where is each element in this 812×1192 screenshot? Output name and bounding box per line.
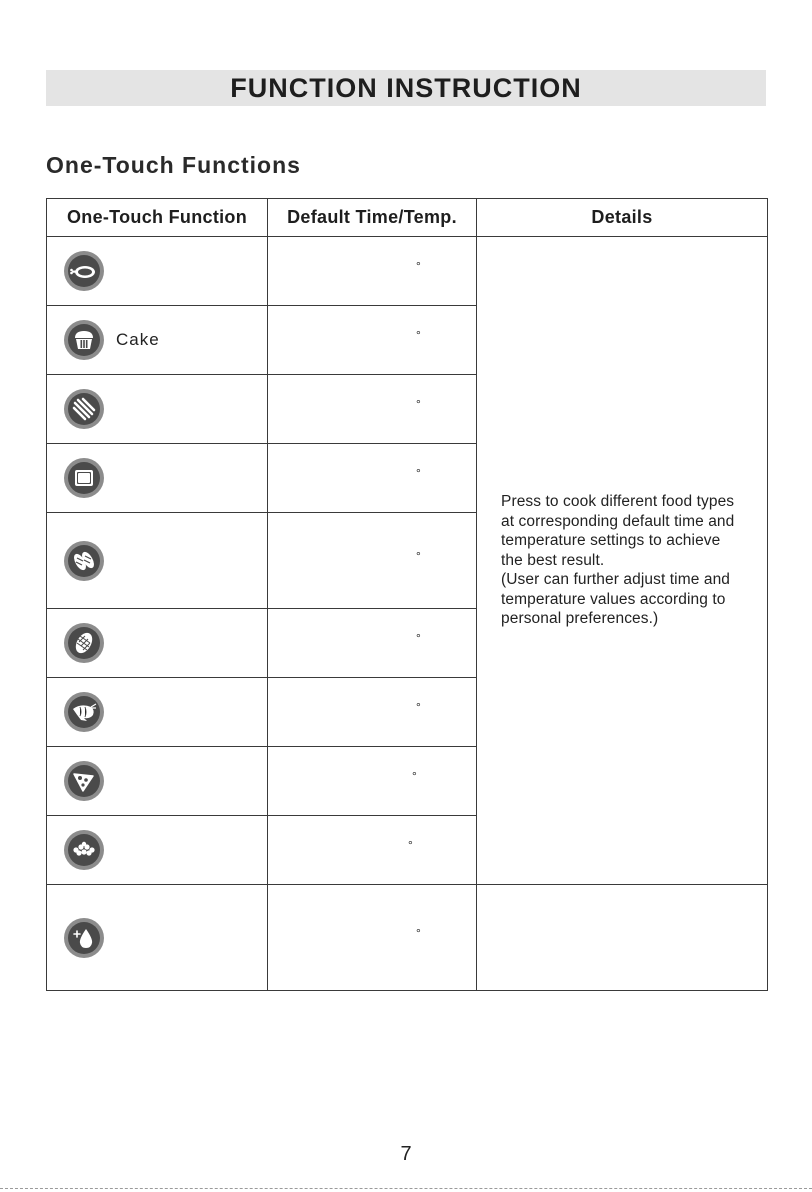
table-row: [47, 885, 768, 991]
column-header-function: One-Touch Function: [47, 199, 268, 237]
shrimp-icon: [63, 691, 105, 733]
default-time-temp-cell: [268, 885, 477, 991]
default-time-temp-cell: [268, 237, 477, 306]
details-cell-empty: [477, 885, 768, 991]
toast-icon: [63, 457, 105, 499]
details-line: temperature values according to: [501, 590, 726, 608]
degree-mark: °: [416, 397, 421, 411]
chicken-icon: [63, 250, 105, 292]
corn-icon: [63, 540, 105, 582]
default-time-temp-cell: [268, 816, 477, 885]
column-header-details: Details: [477, 199, 768, 237]
degree-mark: °: [408, 838, 413, 852]
dehydrate-icon: [63, 917, 105, 959]
function-cell: [47, 609, 268, 678]
title-banner: [46, 70, 766, 106]
details-line: Press to cook different food types: [501, 492, 735, 510]
function-cell: [47, 816, 268, 885]
cake-icon: [63, 319, 105, 361]
column-header-default: Default Time/Temp.: [268, 199, 477, 237]
function-table: [46, 198, 768, 991]
section-title: One-Touch Functions: [46, 152, 301, 178]
default-time-temp-cell: [268, 678, 477, 747]
degree-mark: °: [416, 700, 421, 714]
degree-mark: °: [416, 466, 421, 480]
fish-icon: [63, 622, 105, 664]
bottom-divider: [0, 1188, 812, 1189]
function-cell: [47, 237, 268, 306]
default-time-temp-cell: [268, 747, 477, 816]
default-time-temp-cell: [268, 306, 477, 375]
function-cell: [47, 678, 268, 747]
fries-icon: [63, 388, 105, 430]
details-line: the best result.: [501, 551, 605, 569]
function-cell: [47, 306, 268, 375]
degree-mark: °: [412, 769, 417, 783]
default-time-temp-cell: [268, 609, 477, 678]
details-line: temperature settings to achieve: [501, 532, 721, 550]
function-cell: [47, 375, 268, 444]
details-line: (User can further adjust time and: [501, 571, 731, 589]
vegetables-icon: [63, 829, 105, 871]
table-header-row: [47, 199, 768, 237]
details-line: personal preferences.): [501, 610, 659, 628]
details-line: at corresponding default time and: [501, 512, 735, 530]
function-label: Cake: [116, 330, 160, 349]
degree-mark: °: [416, 548, 421, 563]
details-cell: [477, 237, 768, 885]
degree-mark: °: [416, 631, 421, 645]
table-row: [47, 237, 768, 306]
page-title: FUNCTION INSTRUCTION: [230, 73, 582, 103]
function-cell: [47, 885, 268, 991]
degree-mark: °: [416, 925, 421, 940]
default-time-temp-cell: [268, 375, 477, 444]
default-time-temp-cell: [268, 444, 477, 513]
page-number: 7: [400, 1143, 412, 1165]
pizza-icon: [63, 760, 105, 802]
degree-mark: °: [416, 328, 421, 342]
function-cell: [47, 444, 268, 513]
function-cell: [47, 747, 268, 816]
function-cell: [47, 513, 268, 609]
default-time-temp-cell: [268, 513, 477, 609]
degree-mark: °: [416, 259, 421, 273]
